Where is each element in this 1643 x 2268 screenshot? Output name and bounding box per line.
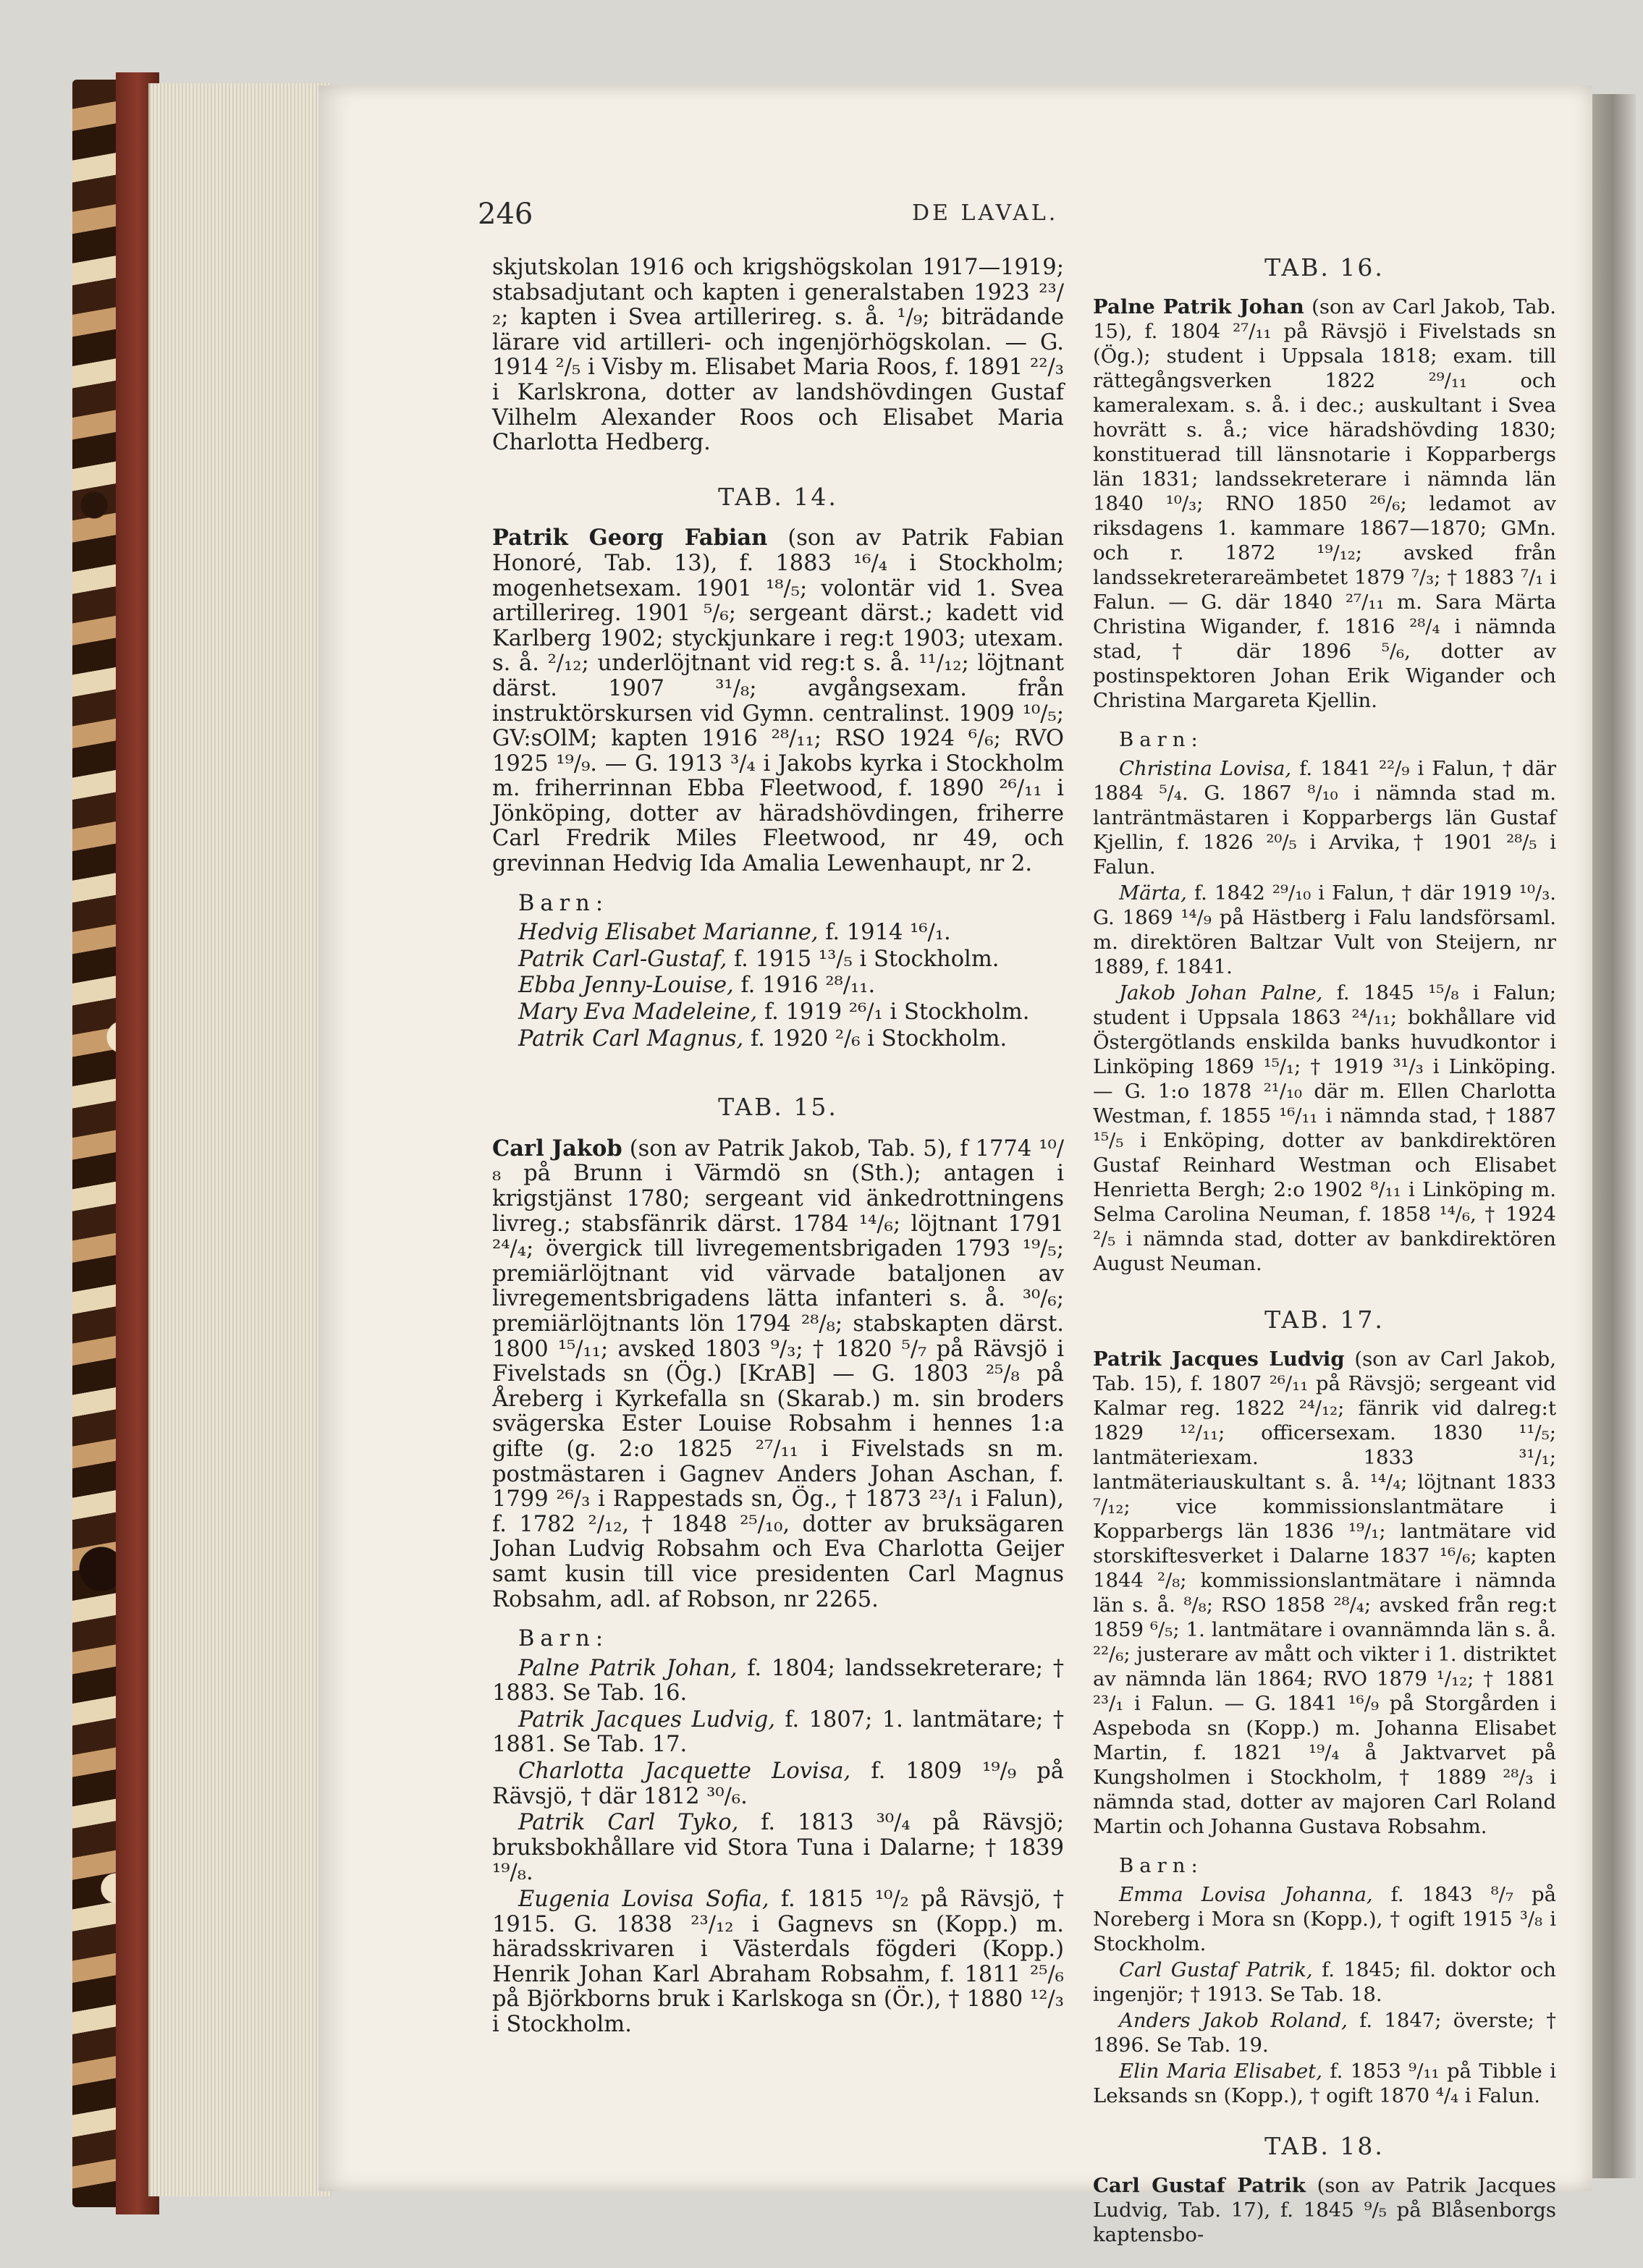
list-item: Patrik Carl Tyko, f. 1813 ³⁰/₄ på Rävsjö; bruksbokhållare vid Stora Tuna i Dalarne; † 1839 ¹⁹/₈. xyxy=(492,1810,1064,1886)
tab-15-name: Carl Jakob xyxy=(492,1135,622,1161)
list-item: Carl Gustaf Patrik, f. 1845; fil. doktor och ingenjör; † 1913. Se Tab. 18. xyxy=(1093,1958,1557,2006)
running-title: DE LAVAL. xyxy=(912,200,1059,226)
list-item: Eugenia Lovisa Sofia, f. 1815 ¹⁰/₂ på Rävsjö, † 1915. G. 1838 ²³/₁₂ i Gagnevs sn (Kopp.) m. häradsskrivaren i Västerdals fögderi (Kopp.) Henrik Johan Karl Abraham Robsahm, f. 1811 ²⁵/₆ på Björkborns bruk i Karlskoga sn (Ör.), † 1880 ¹²/₃ i Stockholm. xyxy=(492,1887,1064,2037)
tab-17-children xyxy=(1093,1882,1556,2108)
list-item: Märta, f. 1842 ²⁹/₁₀ i Falun, † där 1919 ¹⁰/₃. G. 1869 ¹⁴/₉ på Hästberg i Falu landsförsaml. m. direktören Baltzar Vult von Steijern, nr 1889, f. 1841. xyxy=(1093,881,1556,978)
book-page xyxy=(318,85,1592,2246)
tab-14-barn-label: Barn: xyxy=(518,890,609,916)
tab-17-entry xyxy=(1093,1347,1556,1839)
list-item: Patrik Carl-Gustaf, f. 1915 ¹³/₅ i Stockholm. xyxy=(518,946,1000,972)
tab-17-text: (son av Carl Jakob, Tab. 15), f. 1807 ²⁶/₁₁ på Rävsjö; sergeant vid Kalmar reg. 1822 ²⁴/₁₂; fänrik vid dalreg:t 1829 ¹²/₁₁; officersexam. 1830 ¹¹/₅; lantmäteriexam. 1833 ³¹/₁; lantmäteriauskultant s. å. ¹⁴/₄; löjtnant 1833 ⁷/₁₂; vice kommissionslantmätare i Kopparbergs län 1836 ¹⁹/₁; lantmätare vid storskiftesverket i Dalarne 1837 ¹⁶/₆; kapten 1844 ²/₈; kommissionslantmätare i nämnda län s. å. ⁸/₈; RSO 1858 ²⁸/₄; avsked från reg:t 1859 ⁶/₅; 1. lantmätare i ovannämnda län s. å. ²²/₆; justerare av mått och vikter i 1. distriktet av nämnda län 1864; RVO 1879 ¹/₁₂; † 1881 ²³/₁ i Falun. — G. 1841 ¹⁶/₉ på Storgården i Aspeboda sn (Kopp.) m. Johanna Elisabet Martin, f. 1821 ¹⁹/₄ å Jaktvarvet på Kungsholmen i Stockholm, † 1889 ²⁸/₃ i nämnda stad, dotter av majoren Carl Roland Martin och Johanna Gustava Robsahm. xyxy=(1093,1347,1556,1838)
list-item: Emma Lovisa Johanna, f. 1843 ⁸/₇ på Noreberg i Mora sn (Kopp.), † ogift 1915 ³/₈ i Stockholm. xyxy=(1093,1883,1557,1955)
list-item: Christina Lovisa, f. 1841 ²²/₉ i Falun, † där 1884 ⁵/₄. G. 1867 ⁸/₁₀ i nämnda stad m. lanträntmästaren i Kopparbergs län Gustaf Kjellin, f. 1826 ²⁰/₅ i Arvika, † 1901 ²⁸/₅ i Falun. xyxy=(1093,757,1556,879)
tab-18-heading: TAB. 18. xyxy=(1264,2132,1385,2160)
tab-16-text: (son av Carl Jakob, Tab. 15), f. 1804 ²⁷/₁₁ på Rävsjö i Fivelstads sn (Ög.); student i Uppsala 1818; exam. till rättegångsverken 1822 ²⁹/₁₁ och kameralexam. s. å. i dec.; auskultant i Svea hovrätt s. å.; vice häradshövding 1830; konstituerad till länsnotarie i Kopparbergs län 1831; landssekreterare i nämnda län 1840 ¹⁰/₃; RNO 1850 ²⁶/₆; ledamot av riksdagens 1. kammare 1867—1870; GMn. och r. 1872 ¹⁹/₁₂; avsked från landssekreterareämbetet 1879 ⁷/₃; † 1883 ⁷/₁ i Falun. — G. där 1840 ²⁷/₁₁ m. Sara Märta Christina Wigander, f. 1816 ²⁸/₄ i nämnda stad, † där 1896 ⁵/₆, dotter av postinspektoren Johan Erik Wigander och Christina Margareta Kjellin. xyxy=(1093,295,1556,712)
running-head xyxy=(478,198,1578,241)
list-item: Hedvig Elisabet Marianne, f. 1914 ¹⁶/₁. xyxy=(518,920,951,946)
tab-14-heading: TAB. 14. xyxy=(718,482,838,511)
tab-14-children xyxy=(492,921,1064,1052)
page-edges xyxy=(148,83,331,2196)
tab-18-name: Carl Gustaf Patrik xyxy=(1093,2174,1306,2197)
right-column xyxy=(1093,255,1556,2247)
list-item: Jakob Johan Palne, f. 1845 ¹⁵/₈ i Falun; student i Uppsala 1863 ²⁴/₁₁; bokhållare vid Östergötlands enskilda banks huvudkontor i Linköping 1869 ¹⁵/₁; † 1919 ³¹/₃ i Linköping. — G. 1:o 1878 ²¹/₁₀ där m. Ellen Charlotta Westman, f. 1855 ¹⁶/₁₁ i nämnda stad, † 1887 ¹⁵/₅ i Enköping, dotter av bankdirektören Gustaf Reinhard Westman och Elisabet Henrietta Bergh; 2:o 1902 ⁸/₁₁ i Linköping m. Selma Carolina Neuman, f. 1858 ¹⁴/₆, † 1924 ²/₅ i nämnda stad, dotter av bankdirektören August Neuman. xyxy=(1093,981,1556,1275)
list-item: Patrik Carl Magnus, f. 1920 ²/₆ i Stockholm. xyxy=(518,1025,1008,1052)
tab-15-entry xyxy=(492,1136,1064,1612)
list-item: Charlotta Jacquette Lovisa, f. 1809 ¹⁹/₉ på Rävsjö, † där 1812 ³⁰/₆. xyxy=(492,1759,1064,1809)
tab-16-entry xyxy=(1093,295,1556,713)
list-item: Ebba Jenny-Louise, f. 1916 ²⁸/₁₁. xyxy=(518,973,876,999)
tab-16-name: Palne Patrik Johan xyxy=(1093,295,1304,318)
tab-14-text: (son av Patrik Fabian Honoré, Tab. 13), f. 1883 ¹⁶/₄ i Stockholm; mogenhetsexam. 1901 ¹⁸/₅; volontär vid 1. Svea artillerireg. 1901 ⁵/₆; sergeant därst.; kadett vid Karlberg 1902; styckjunkare i reg:t 1903; utexam. s. å. ²/₁₂; underlöjtnant vid reg:t s. å. ¹¹/₁₂; löjtnant därst. 1907 ³¹/₈; avgångsexam. från instruktörskursen vid Gymn. centralinst. 1909 ¹⁰/₅; GV:sOlM; kapten 1916 ²⁸/₁₁; RSO 1924 ⁶/₆; RVO 1925 ¹⁹/₉. — G. 1913 ³/₄ i Jakobs kyrka i Stockholm m. friherrinnan Ebba Fleetwood, f. 1890 ²⁶/₁₁ i Jönköping, dotter av häradshövdingen, friherre Carl Fredrik Miles Fleetwood, nr 49, och grevinnan Hedvig Ida Amalia Lewenhaupt, nr 2. xyxy=(492,525,1065,877)
page-number: 246 xyxy=(478,198,533,231)
left-column xyxy=(492,255,1064,2039)
tab-18-text: (son av Patrik Jacques Ludvig, Tab. 17), f. 1845 ⁹/₅ på Blåsenborgs kaptensbo- xyxy=(1093,2174,1556,2246)
list-item: Mary Eva Madeleine, f. 1919 ²⁶/₁ i Stockholm. xyxy=(518,999,1030,1025)
intro-paragraph: skjutskolan 1916 och krigshögskolan 1917—1919; stabsadjutant och kapten i generalstaben 1923 ²³/₂; kapten i Svea artillerireg. s. å. ¹/₉; biträdande lärare vid artilleri- och ingenjörhögskolan. — G. 1914 ²/₅ i Visby m. Elisabet Maria Roos, f. 1891 ²²/₃ i Karlskrona, dotter av landshövdingen Gustaf Vilhelm Alexander Roos och Elisabet Maria Charlotta Hedberg. xyxy=(492,255,1064,456)
tab-17-barn-label: Barn: xyxy=(1119,1854,1204,1877)
list-item: Anders Jakob Roland, f. 1847; överste; † 1896. Se Tab. 19. xyxy=(1093,2009,1556,2057)
tab-15-text: (son av Patrik Jakob, Tab. 5), f 1774 ¹⁰/₈ på Brunn i Värmdö sn (Sth.); antagen i krigstjänst 1780; sergeant vid änkedrottningens livreg.; stabsfänrik därst. 1784 ¹⁴/₆; löjtnant 1791 ²⁴/₄; övergick till livregementsbrigaden 1793 ¹⁹/₅; premiärlöjtnant vid värvade bataljonen av livregementsbrigadens lätta infanteri s. å. ³⁰/₆; premiärlöjtnants lön 1794 ²⁸/₈; stabskapten därst. 1800 ¹⁵/₁₁; avsked 1803 ⁹/₃; † 1820 ⁵/₇ på Rävsjö i Fivelstads sn (Ög.) [KrAB] — G. 1803 ²⁵/₈ på Åreberg i Kyrkefalla sn (Skarab.) m. sin broders svägerska Ester Louise Robsahm i hennes 1:a gifte (g. 2:o 1825 ²⁷/₁₁ i Fivelstads sn m. postmästaren i Gagnev Anders Johan Aschan, f. 1799 ²⁶/₃ i Rappestads sn, Ög., † 1873 ²³/₁ i Falun), f. 1782 ²/₁₂, † 1848 ²⁵/₁₀, dotter av bruksägaren Johan Ludvig Robsahm och Eva Charlotta Geijer samt kusin till vice presidenten Carl Magnus Robsahm, adl. af Robson, nr 2265. xyxy=(492,1135,1065,1612)
list-item: Palne Patrik Johan, f. 1804; landssekreterare; † 1883. Se Tab. 16. xyxy=(492,1655,1064,1706)
tab-16-barn-label: Barn: xyxy=(1119,728,1204,751)
tab-14-name: Patrik Georg Fabian xyxy=(492,525,768,551)
list-item: Patrik Jacques Ludvig, f. 1807; 1. lantmätare; † 1881. Se Tab. 17. xyxy=(492,1706,1064,1758)
tab-16-heading: TAB. 16. xyxy=(1264,253,1385,282)
tab-15-heading: TAB. 15. xyxy=(718,1093,838,1122)
tab-15-barn-label: Barn: xyxy=(518,1626,609,1652)
tab-17-name: Patrik Jacques Ludvig xyxy=(1093,1347,1345,1371)
tab-15-children xyxy=(492,1656,1064,2038)
tab-14-entry xyxy=(492,525,1064,876)
tab-18-entry xyxy=(1093,2173,1556,2247)
tab-17-heading: TAB. 17. xyxy=(1264,1306,1385,1334)
list-item: Elin Maria Elisabet, f. 1853 ⁹/₁₁ på Tibble i Leksands sn (Kopp.), † ogift 1870 ⁴/₄ i Falun. xyxy=(1093,2060,1557,2107)
tab-16-children xyxy=(1093,756,1556,1276)
